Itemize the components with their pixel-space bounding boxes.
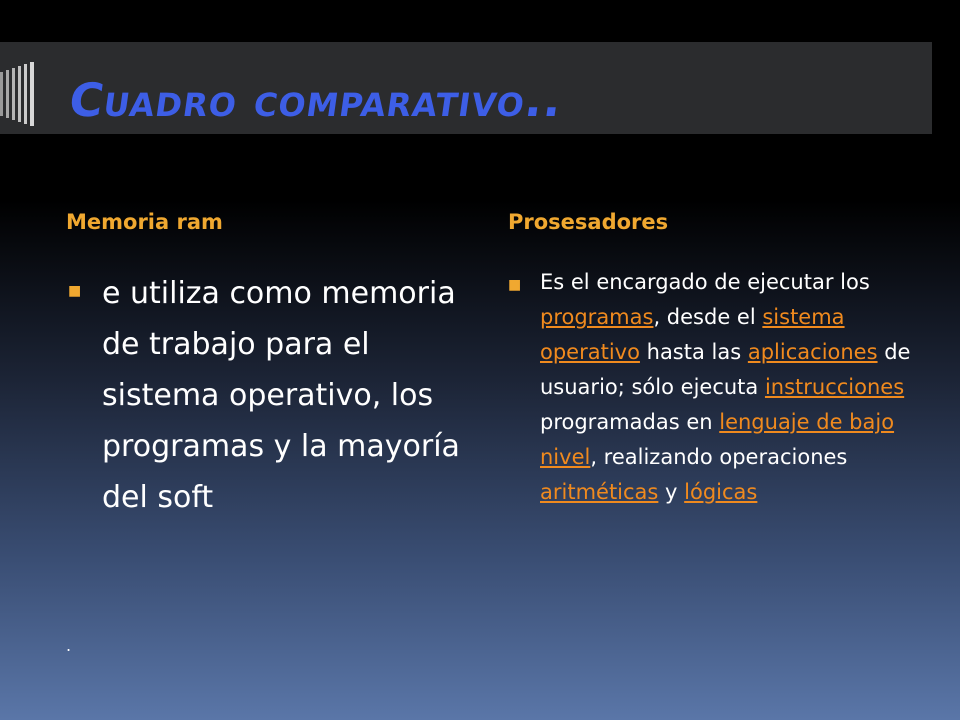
text-segment: programadas en bbox=[540, 410, 720, 434]
right-column-heading: Prosesadores bbox=[508, 210, 669, 234]
slide-title: Cuadro comparativo.. bbox=[65, 73, 567, 127]
text-segment: Es el encargado de ejecutar los bbox=[540, 270, 870, 294]
programas-link[interactable]: programas bbox=[540, 305, 654, 329]
text-segment: , desde el bbox=[653, 305, 763, 329]
striped-bars-icon bbox=[0, 58, 36, 130]
instrucciones-link[interactable]: instrucciones bbox=[764, 375, 905, 399]
text-segment: y bbox=[658, 480, 685, 504]
text-segment: de usuario; sólo ejecuta bbox=[540, 340, 911, 399]
right-bullet-text bbox=[540, 265, 915, 510]
aritmeticas-link[interactable]: aritméticas bbox=[540, 480, 659, 504]
aplicaciones-link[interactable]: aplicaciones bbox=[747, 340, 878, 364]
footer-mark: . bbox=[66, 636, 72, 655]
lenguaje-de-bajo-nivel-link[interactable]: lenguaje de bajo nivel bbox=[540, 410, 895, 469]
text-segment: , realizando operaciones bbox=[590, 445, 848, 469]
logicas-link[interactable]: lógicas bbox=[684, 480, 758, 504]
left-column-heading: Memoria ram bbox=[66, 210, 223, 234]
text-segment: hasta las bbox=[639, 340, 748, 364]
square-bullet-icon: ■ bbox=[508, 277, 522, 293]
left-bullet-text: e utiliza como memoria de trabajo para el sistema operativo, los programas y la mayoría del soft bbox=[102, 276, 460, 515]
square-bullet-icon: ■ bbox=[68, 283, 82, 299]
sistema-operativo-link[interactable]: sistema operativo bbox=[540, 305, 845, 364]
